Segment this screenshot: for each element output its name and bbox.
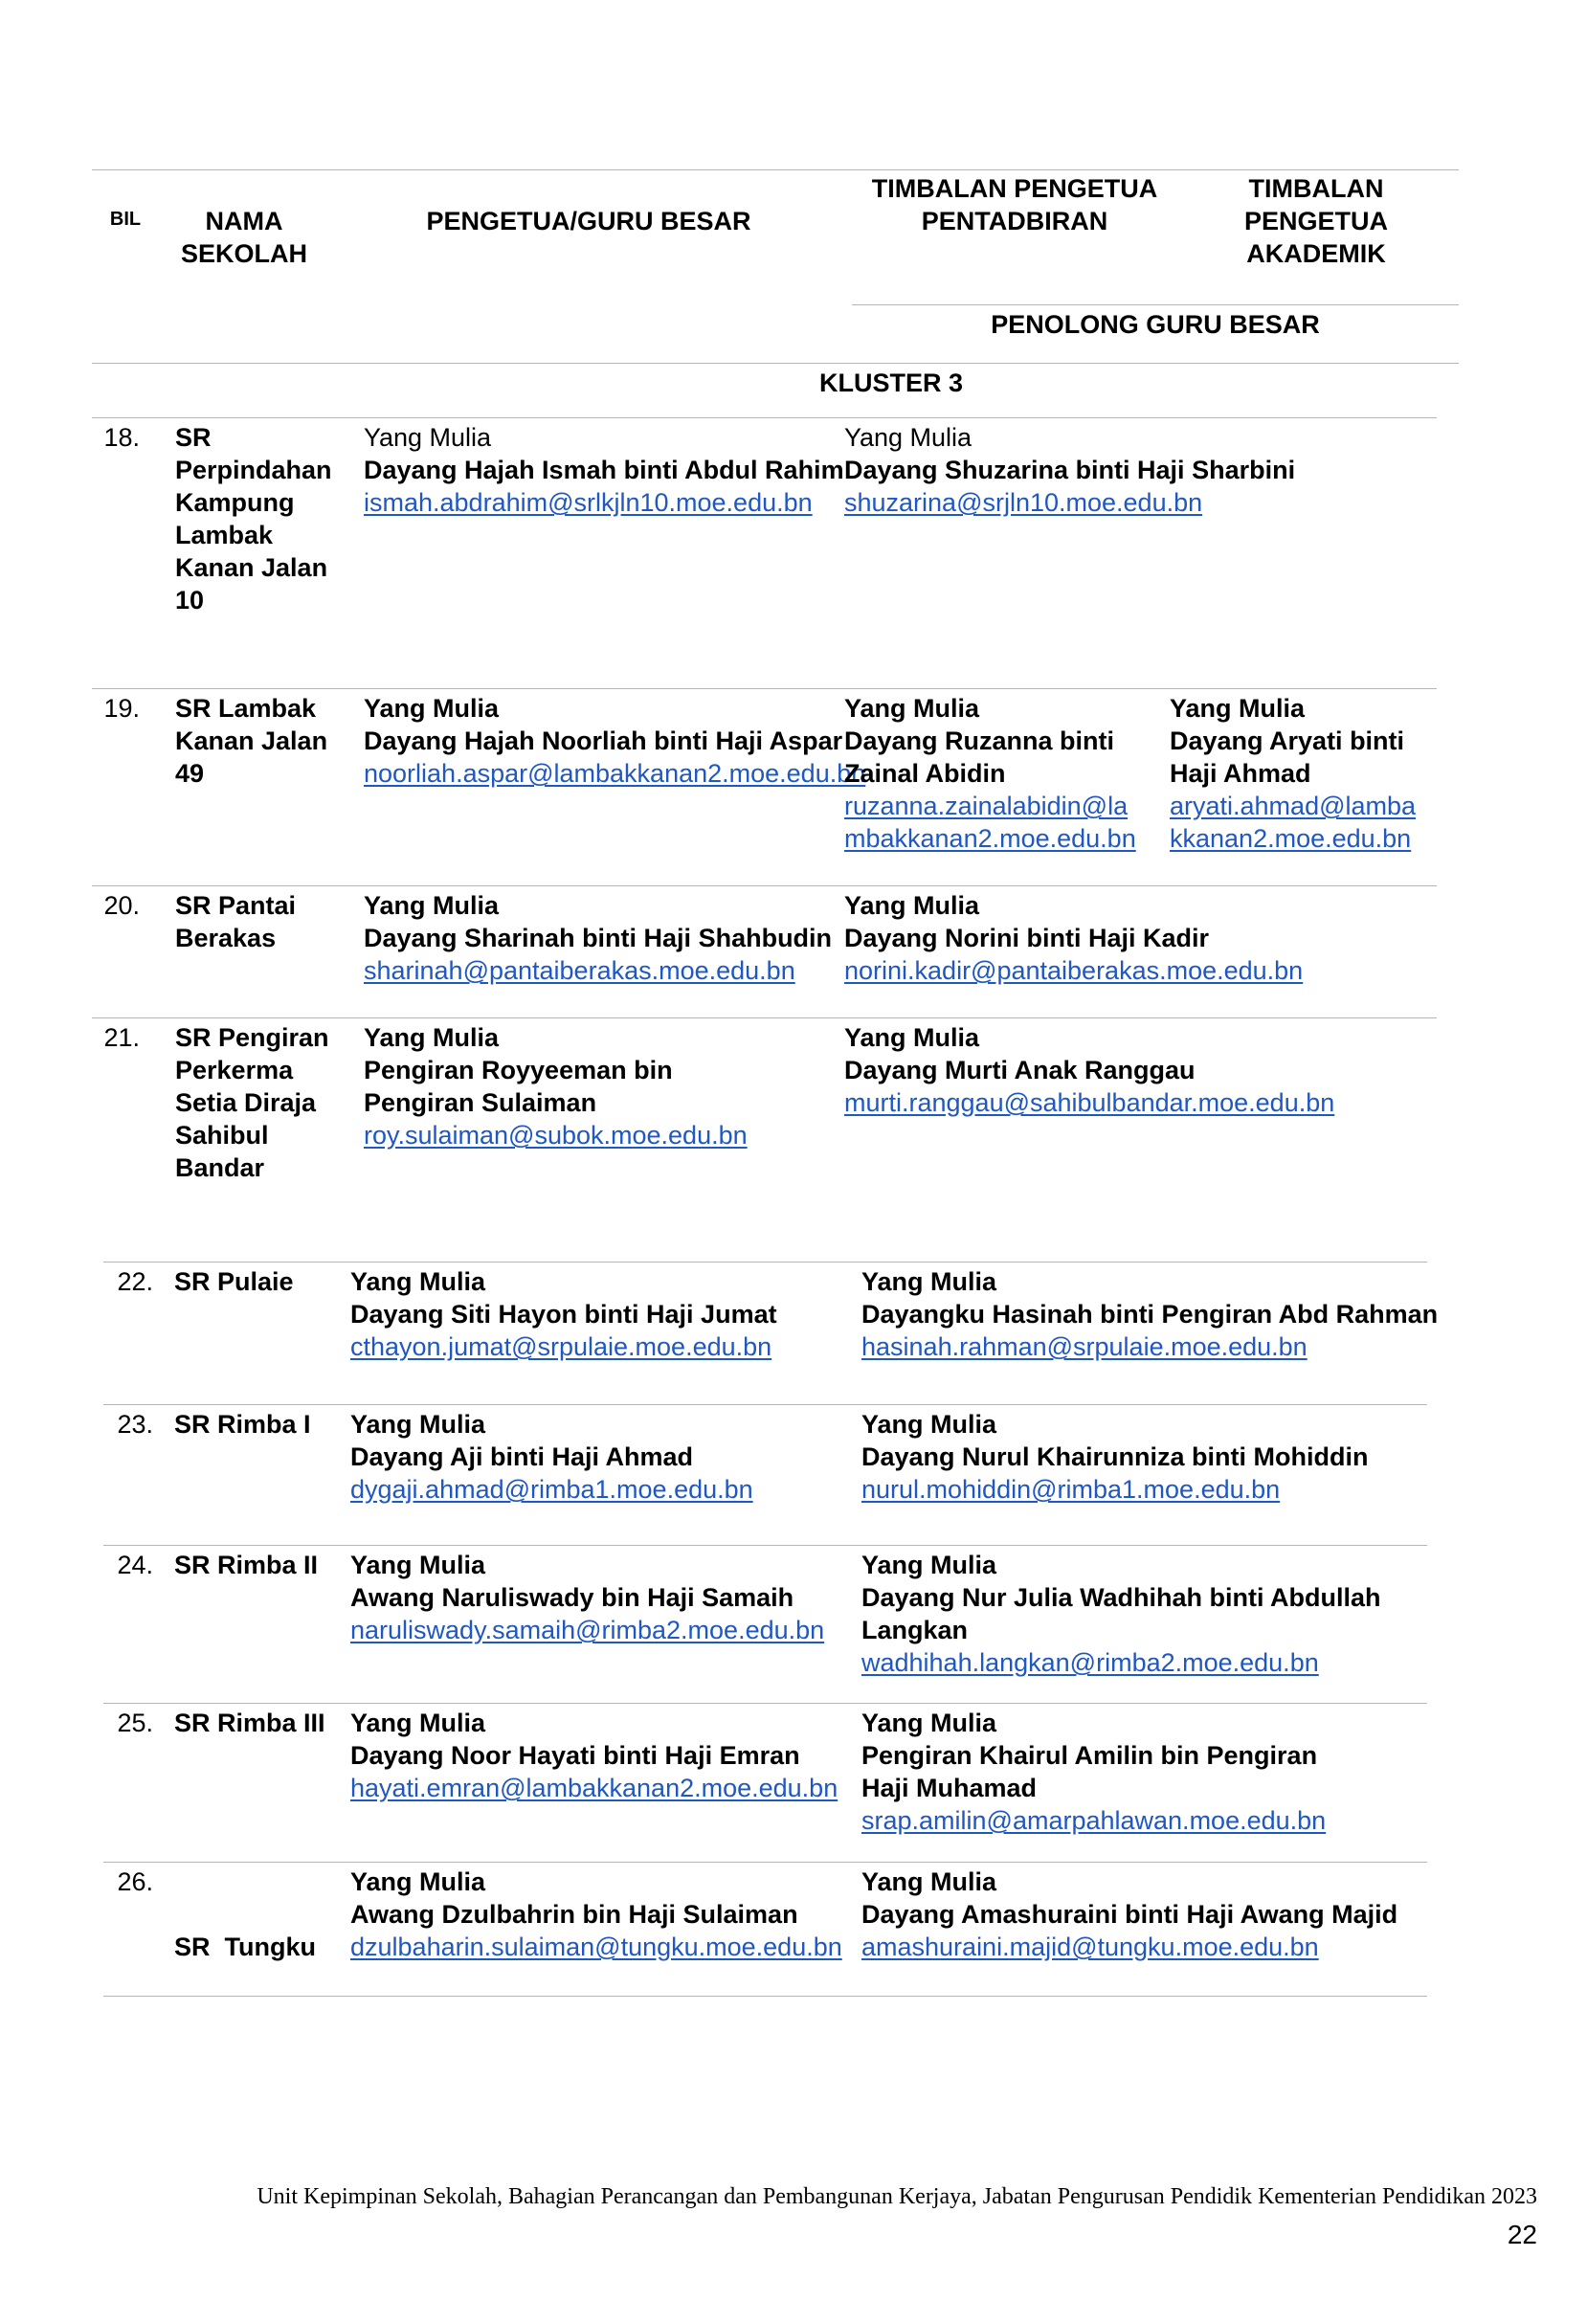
head-honorific: Yang Mulia — [350, 1709, 486, 1737]
deputy-cell — [861, 1866, 1417, 1963]
row-rule — [103, 1862, 1427, 1863]
row-rule — [92, 688, 1437, 689]
deputy-name: Dayangku Hasinah binti Pengiran Abd Rahman — [861, 1300, 1439, 1329]
deputy-email-link[interactable]: norini.kadir@pantaiberakas.moe.edu.bn — [844, 956, 1304, 985]
head-cell — [364, 421, 844, 519]
row-bil: 21. — [103, 1023, 140, 1052]
head-cell — [350, 1549, 848, 1646]
school-line: SR Lambak — [175, 694, 317, 723]
head-name: Awang Dzulbahrin bin Haji Sulaiman — [350, 1900, 798, 1929]
header-timbalan2-line: TIMBALAN — [1248, 174, 1384, 203]
head-cell — [350, 1707, 848, 1804]
head-name: Awang Naruliswady bin Haji Samaih — [350, 1583, 794, 1612]
deputy-email-link[interactable]: wadhihah.langkan@rimba2.moe.edu.bn — [861, 1648, 1319, 1677]
school-name — [175, 1021, 338, 1184]
head-honorific: Yang Mulia — [364, 1023, 500, 1052]
row-bil: 22. — [117, 1267, 153, 1296]
school-name — [174, 1408, 337, 1441]
deputy-name-line2: Langkan — [861, 1616, 969, 1644]
school-line: SR Pantai — [175, 891, 297, 920]
deputy-email-link[interactable]: nurul.mohiddin@rimba1.moe.edu.bn — [861, 1475, 1281, 1504]
deputy-email-link[interactable]: amashuraini.majid@tungku.moe.edu.bn — [861, 1933, 1319, 1961]
head-cell — [364, 1021, 833, 1151]
deputy-name: Dayang Amashuraini binti Haji Awang Majid — [861, 1900, 1398, 1929]
head-email-link[interactable]: ismah.abdrahim@srlkjln10.moe.edu.bn — [364, 488, 813, 517]
header-timbalan-pentadbiran — [842, 172, 1187, 237]
header-sub-rule — [852, 304, 1459, 305]
row-rule — [92, 885, 1437, 886]
head-name: Dayang Aji binti Haji Ahmad — [350, 1442, 694, 1471]
header-pengetua-line: PENGETUA — [1243, 207, 1389, 235]
deputy-cell — [861, 1265, 1439, 1363]
school-line: Kanan Jalan — [175, 553, 328, 582]
school-line: 49 — [175, 759, 205, 788]
school-name — [175, 889, 338, 954]
deputy-name: Dayang Norini binti Haji Kadir — [844, 924, 1210, 952]
deputy-email-link[interactable]: srap.amilin@amarpahlawan.moe.edu.bn — [861, 1806, 1327, 1835]
row-bil: 18. — [103, 423, 140, 452]
header-penolong: PENOLONG GURU BESAR — [991, 310, 1320, 339]
deputy-name: Dayang Shuzarina binti Haji Sharbini — [844, 456, 1296, 484]
deputy-name: Dayang Ruzanna binti — [844, 726, 1115, 755]
head-email-link[interactable]: naruliswady.samaih@rimba2.moe.edu.bn — [350, 1616, 825, 1644]
deputy-name: Dayang Nur Julia Wadhihah binti Abdullah — [861, 1583, 1381, 1612]
school-line: SR Rimba I — [174, 1410, 311, 1439]
head-email-link[interactable]: sharinah@pantaiberakas.moe.edu.bn — [364, 956, 795, 985]
school-name — [175, 692, 338, 790]
deputy-name-line2: Zainal Abidin — [844, 759, 1006, 788]
school-line: SR Pulaie — [174, 1267, 294, 1296]
deputy-cell — [844, 421, 1380, 519]
school-line: 10 — [175, 586, 205, 615]
head-honorific: Yang Mulia — [350, 1410, 486, 1439]
row-rule — [103, 1404, 1427, 1405]
head-name: Dayang Hajah Ismah binti Abdul Rahim — [364, 456, 844, 484]
row-bil: 23. — [117, 1410, 153, 1439]
row-bil: 19. — [103, 694, 140, 723]
deputy-honorific: Yang Mulia — [861, 1867, 997, 1896]
school-line: Kanan Jalan — [175, 726, 328, 755]
school-name — [175, 421, 338, 616]
school-line: Perkerma — [175, 1056, 294, 1084]
deputy-honorific: Yang Mulia — [844, 891, 980, 920]
school-line: Sahibul — [175, 1121, 269, 1150]
deputy-cell — [844, 692, 1151, 855]
deputy-honorific: Yang Mulia — [844, 694, 980, 723]
school-name — [174, 1265, 337, 1298]
school-name — [174, 1866, 337, 2028]
head-name: Dayang Siti Hayon binti Haji Jumat — [350, 1300, 777, 1329]
row-bil: 20. — [103, 891, 140, 920]
deputy2-email-link[interactable]: aryati.ahmad@lambakkanan2.moe.edu.bn — [1170, 792, 1417, 853]
cluster-rule — [92, 417, 1437, 418]
head-honorific: Yang Mulia — [350, 1267, 486, 1296]
head-email-link[interactable]: hayati.emran@lambakkanan2.moe.edu.bn — [350, 1774, 838, 1802]
head-cell — [364, 889, 833, 987]
deputy2-name-line2: Haji Ahmad — [1170, 759, 1311, 788]
header-nama-line: NAMA — [205, 207, 283, 235]
header-timbalan-akademik — [1216, 172, 1417, 270]
head-email-link[interactable]: cthayon.jumat@srpulaie.moe.edu.bn — [350, 1332, 772, 1361]
row-rule — [92, 1017, 1437, 1018]
deputy-email-link[interactable]: hasinah.rahman@srpulaie.moe.edu.bn — [861, 1332, 1308, 1361]
school-line: SR — [175, 423, 212, 452]
deputy-honorific: Yang Mulia — [844, 1023, 980, 1052]
school-line: SR Rimba II — [174, 1551, 319, 1579]
school-line: Setia Diraja — [175, 1088, 317, 1117]
head-email-link[interactable]: roy.sulaiman@subok.moe.edu.bn — [364, 1121, 748, 1150]
head-name: Dayang Noor Hayati binti Haji Emran — [350, 1741, 800, 1770]
school-line: Lambak — [175, 521, 274, 549]
page-footer: Unit Kepimpinan Sekolah, Bahagian Perancangan dan Pembangunan Kerjaya, Jabatan Pengurusan Pendidik Kementerian Pendidikan 2023 — [257, 2184, 1537, 2209]
header-akademik-line: AKADEMIK — [1246, 239, 1386, 268]
deputy2-honorific: Yang Mulia — [1170, 694, 1306, 723]
head-honorific: Yang Mulia — [364, 694, 500, 723]
deputy-cell — [861, 1408, 1417, 1506]
school-line: Perpindahan — [175, 456, 332, 484]
deputy-email-link[interactable]: ruzanna.zainalabidin@lambakkanan2.moe.edu.bn — [844, 792, 1136, 853]
school-line: SR Rimba III — [174, 1709, 325, 1737]
head-honorific: Yang Mulia — [350, 1867, 486, 1896]
row-bil: 24. — [117, 1551, 153, 1579]
deputy-cell — [844, 889, 1380, 987]
row-rule — [103, 1703, 1427, 1704]
header-nama-sekolah — [172, 205, 316, 270]
header-pengetua: PENGETUA/GURU BESAR — [426, 207, 751, 235]
header-bil: BIL — [109, 209, 142, 230]
head-cell — [364, 692, 866, 790]
head-name: Pengiran Royyeeman bin — [364, 1056, 673, 1084]
head-email-link[interactable]: dzulbaharin.sulaiman@tungku.moe.edu.bn — [350, 1933, 842, 1961]
header-top-rule — [92, 169, 1459, 170]
school-line: Bandar — [175, 1153, 265, 1182]
deputy-cell — [844, 1021, 1380, 1119]
school-line: SR Tungku — [174, 1933, 316, 1961]
head-name-line2: Pengiran Sulaiman — [364, 1088, 597, 1117]
school-name — [174, 1549, 337, 1581]
head-cell — [350, 1866, 848, 1963]
deputy-email-link[interactable]: murti.ranggau@sahibulbandar.moe.edu.bn — [844, 1088, 1335, 1117]
deputy2-name: Dayang Aryati binti — [1170, 726, 1405, 755]
deputy-honorific: Yang Mulia — [861, 1551, 997, 1579]
page-number: 22 — [1507, 2220, 1537, 2249]
school-line: Kampung — [175, 488, 295, 517]
deputy-honorific: Yang Mulia — [861, 1709, 997, 1737]
school-name — [174, 1707, 337, 1739]
deputy-name-line2: Haji Muhamad — [861, 1774, 1038, 1802]
header-bottom-rule — [92, 363, 1459, 364]
row-bil: 25. — [117, 1709, 153, 1737]
head-honorific: Yang Mulia — [364, 423, 492, 452]
head-name: Dayang Sharinah binti Haji Shahbudin — [364, 924, 833, 952]
head-honorific: Yang Mulia — [364, 891, 500, 920]
row-bil: 26. — [117, 1867, 153, 1896]
head-email-link[interactable]: dygaji.ahmad@rimba1.moe.edu.bn — [350, 1475, 753, 1504]
header-sekolah-line: SEKOLAH — [180, 239, 307, 268]
head-email-link[interactable]: noorliah.aspar@lambakkanan2.moe.edu.bn — [364, 759, 866, 788]
row-rule — [103, 1262, 1427, 1263]
deputy-cell — [861, 1549, 1417, 1679]
deputy-honorific: Yang Mulia — [861, 1267, 997, 1296]
deputy-honorific: Yang Mulia — [861, 1410, 997, 1439]
head-cell — [350, 1408, 848, 1506]
deputy-email-link[interactable]: shuzarina@srjln10.moe.edu.bn — [844, 488, 1203, 517]
deputy-name: Dayang Murti Anak Ranggau — [844, 1056, 1196, 1084]
head-honorific: Yang Mulia — [350, 1551, 486, 1579]
deputy-name: Pengiran Khairul Amilin bin Pengiran — [861, 1741, 1318, 1770]
cluster-heading: KLUSTER 3 — [818, 369, 964, 397]
school-line: SR Pengiran — [175, 1023, 329, 1052]
school-line: Berakas — [175, 924, 277, 952]
head-name: Dayang Hajah Noorliah binti Haji Aspar — [364, 726, 843, 755]
header-pentadbiran-line: PENTADBIRAN — [921, 207, 1108, 235]
deputy-name: Dayang Nurul Khairunniza binti Mohiddin — [861, 1442, 1369, 1471]
head-cell — [350, 1265, 848, 1363]
deputy-honorific: Yang Mulia — [844, 423, 972, 452]
deputy-cell — [861, 1707, 1417, 1837]
row-rule — [103, 1545, 1427, 1546]
header-timbalan-line: TIMBALAN PENGETUA — [871, 174, 1158, 203]
deputy2-cell — [1170, 692, 1447, 855]
